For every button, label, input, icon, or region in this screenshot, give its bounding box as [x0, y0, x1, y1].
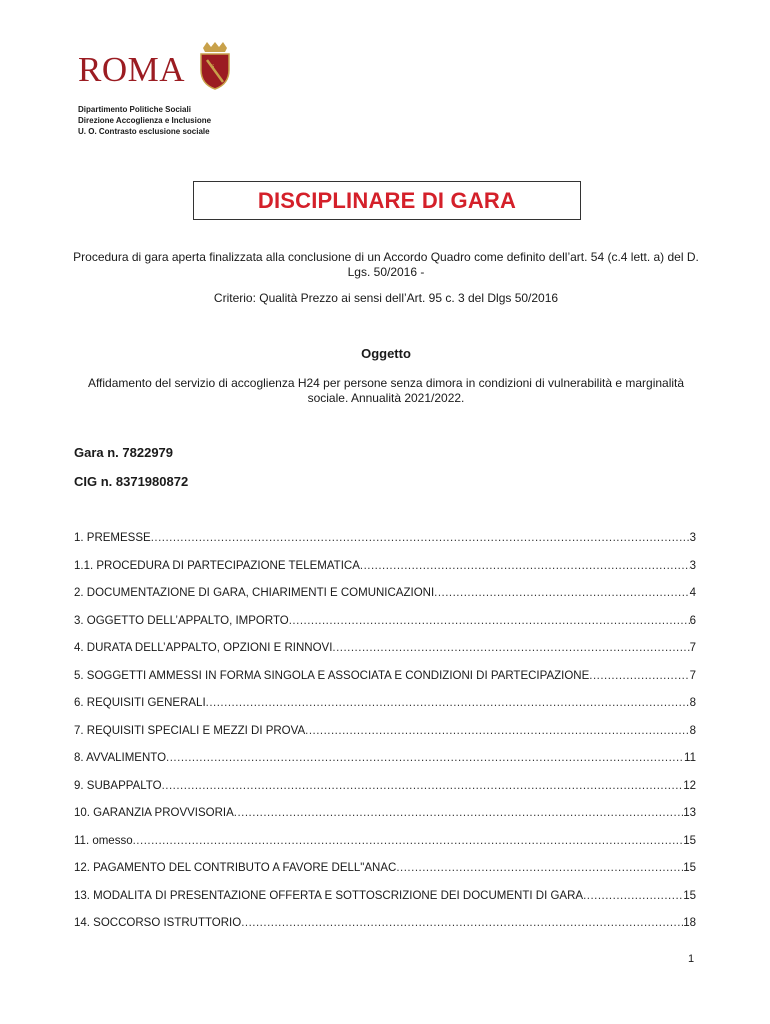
toc-entry-title: 10. GARANZIA PROVVISORIA — [74, 807, 234, 819]
toc-entry-page: 15 — [683, 862, 696, 874]
department-line: Direzione Accoglienza e Inclusione — [78, 116, 212, 125]
procedura-text: Procedura di gara aperta finalizzata alla conclusione di un Accordo Quadro come definito dell’art. 54 (c.4 lett. a) del D. Lgs. 50/2016 - — [73, 250, 699, 279]
toc-entry-title: 11. omesso — [74, 834, 133, 847]
department-line: Dipartimento Politiche Sociali — [78, 105, 191, 114]
toc-leader-dots — [234, 807, 683, 819]
toc-entry[interactable] — [74, 780, 696, 808]
toc-entry-title: 5. SOGGETTI AMMESSI IN FORMA SINGOLA E ASSOCIATA E CONDIZIONI DI PARTECIPAZIONE — [74, 669, 590, 682]
toc-entry-page: 7 — [689, 642, 696, 654]
toc-entry-title: 4. DURATA DELL’APPALTO, OPZIONI E RINNOVI — [74, 642, 333, 654]
toc-entry[interactable] — [74, 862, 696, 890]
toc-entry-page: 18 — [683, 917, 696, 929]
toc-leader-dots — [583, 890, 683, 902]
toc-entry[interactable] — [74, 917, 696, 945]
document-title: DISCIPLINARE DI GARA — [257, 187, 517, 213]
toc-entry-page: 6 — [689, 614, 696, 627]
toc-entry-title: 12. PAGAMENTO DEL CONTRIBUTO A FAVORE DELL"ANAC — [74, 862, 397, 874]
toc-entry[interactable] — [74, 725, 696, 753]
table-of-contents — [74, 532, 696, 945]
gara-number: Gara n. 7822979 — [74, 445, 174, 460]
toc-entry-title: 14. SOCCORSO ISTRUTTORIO — [74, 917, 242, 929]
toc-entry-page: 15 — [683, 834, 696, 847]
toc-leader-dots — [360, 560, 690, 572]
toc-entry-page: 4 — [689, 587, 696, 599]
svg-text:S: S — [211, 64, 215, 70]
toc-entry-page: 15 — [683, 889, 696, 902]
oggetto-heading: Oggetto — [361, 346, 411, 361]
toc-entry[interactable] — [74, 670, 696, 698]
toc-leader-dots — [206, 697, 690, 709]
toc-entry[interactable] — [74, 587, 696, 615]
rome-crest-icon — [197, 42, 233, 90]
logo-text: ROMA — [78, 50, 186, 89]
toc-entry[interactable] — [74, 890, 696, 918]
toc-entry[interactable] — [74, 807, 696, 835]
department-block — [78, 104, 211, 137]
toc-entry-title: 2. DOCUMENTAZIONE DI GARA, CHIARIMENTI E COMUNICAZIONI — [74, 587, 435, 599]
toc-leader-dots — [589, 670, 689, 682]
toc-entry-page: 7 — [689, 669, 696, 682]
toc-entry-title: 8. AVVALIMENTO — [74, 752, 167, 764]
toc-entry-page: 3 — [689, 532, 696, 544]
toc-entry-page: 8 — [689, 724, 696, 737]
page-number: 1 — [688, 953, 695, 965]
toc-entry-page: 12 — [683, 779, 696, 792]
toc-entry-title: 7. REQUISITI SPECIALI E MEZZI DI PROVA — [74, 724, 306, 737]
toc-entry[interactable] — [74, 642, 696, 670]
toc-entry[interactable] — [74, 752, 696, 780]
toc-entry-page: 8 — [689, 697, 696, 709]
toc-leader-dots — [332, 642, 689, 654]
toc-leader-dots — [166, 752, 684, 764]
toc-entry-title: 6. REQUISITI GENERALI — [74, 697, 206, 709]
toc-leader-dots — [133, 835, 684, 847]
cig-number: CIG n. 8371980872 — [74, 474, 189, 489]
toc-entry-title: 13. MODALITÀ DI PRESENTAZIONE OFFERTA E SOTTOSCRIZIONE DEI DOCUMENTI DI GARA — [74, 889, 584, 902]
toc-entry-page: 13 — [683, 807, 696, 819]
toc-entry-title: 1.1. PROCEDURA DI PARTECIPAZIONE TELEMATICA — [74, 559, 360, 572]
title-box — [193, 181, 581, 220]
toc-entry-title: 1. PREMESSE — [74, 532, 151, 544]
toc-leader-dots — [289, 615, 690, 627]
department-line: U. O. Contrasto esclusione sociale — [78, 127, 210, 136]
toc-leader-dots — [241, 917, 683, 929]
toc-entry-title: 9. SUBAPPALTO — [74, 779, 162, 792]
toc-entry-page: 11 — [684, 752, 696, 764]
toc-entry[interactable] — [74, 560, 696, 588]
toc-entry[interactable] — [74, 835, 696, 863]
toc-entry-title: 3. OGGETTO DELL’APPALTO, IMPORTO — [74, 614, 289, 627]
toc-entry-page: 3 — [689, 559, 696, 572]
toc-leader-dots — [434, 587, 689, 599]
criterio-text: Criterio: Qualità Prezzo ai sensi dell’Art. 95 c. 3 del Dlgs 50/2016 — [213, 291, 559, 305]
toc-leader-dots — [305, 725, 689, 737]
toc-leader-dots — [396, 862, 683, 874]
oggetto-text: Affidamento del servizio di accoglienza H24 per persone senza dimora in condizioni di vulnerabilità e marginalità sociale. Annualità 2021/2022. — [87, 376, 685, 405]
roma-logo — [78, 42, 238, 92]
toc-entry[interactable] — [74, 697, 696, 725]
toc-entry[interactable] — [74, 532, 696, 560]
toc-leader-dots — [162, 780, 684, 792]
toc-leader-dots — [151, 532, 690, 544]
toc-entry[interactable] — [74, 615, 696, 643]
